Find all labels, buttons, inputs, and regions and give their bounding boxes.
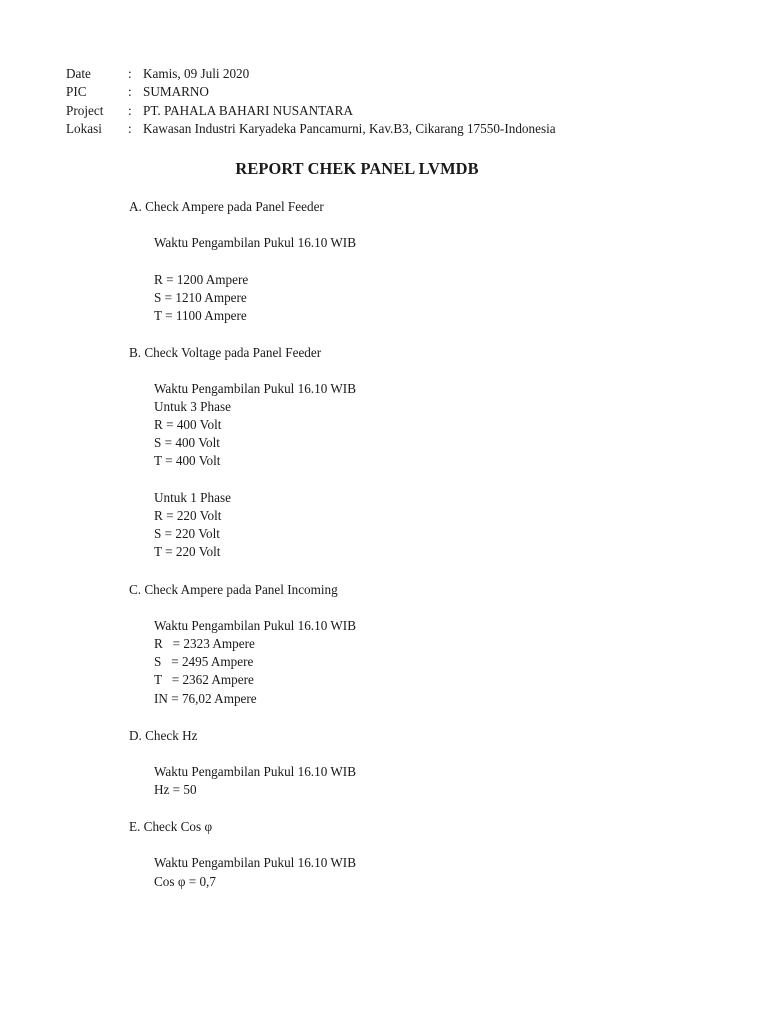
section-d-hz: Hz = 50: [154, 782, 197, 797]
section-a-s: S = 1210 Ampere: [154, 290, 247, 305]
lokasi-separator: :: [128, 121, 132, 136]
section-c-in: IN = 76,02 Ampere: [154, 691, 257, 706]
project-separator: :: [128, 103, 132, 118]
project-value: PT. PAHALA BAHARI NUSANTARA: [143, 103, 353, 118]
pic-value: SUMARNO: [143, 84, 209, 99]
date-label: Date: [66, 66, 91, 81]
section-b-time: Waktu Pengambilan Pukul 16.10 WIB: [154, 381, 356, 396]
section-d-heading: D. Check Hz: [129, 728, 198, 743]
section-b-heading: B. Check Voltage pada Panel Feeder: [129, 345, 322, 360]
section-e-cos: Cos φ = 0,7: [154, 874, 216, 889]
section-d-time: Waktu Pengambilan Pukul 16.10 WIB: [154, 764, 356, 779]
pic-label: PIC: [66, 84, 87, 99]
lokasi-label: Lokasi: [66, 121, 102, 136]
section-c-r: R = 2323 Ampere: [154, 636, 255, 651]
section-b-r3: R = 400 Volt: [154, 417, 222, 432]
section-b-one-phase: Untuk 1 Phase: [154, 490, 231, 505]
section-c-t: T = 2362 Ampere: [154, 672, 254, 687]
section-e-heading: E. Check Cos φ: [129, 819, 213, 834]
section-a-t: T = 1100 Ampere: [154, 308, 247, 323]
pic-separator: :: [128, 84, 132, 99]
section-c-time: Waktu Pengambilan Pukul 16.10 WIB: [154, 618, 356, 633]
section-a-r: R = 1200 Ampere: [154, 272, 249, 287]
project-label: Project: [66, 103, 104, 118]
date-value: Kamis, 09 Juli 2020: [143, 66, 250, 81]
section-b-r1: R = 220 Volt: [154, 508, 222, 523]
section-e-time: Waktu Pengambilan Pukul 16.10 WIB: [154, 855, 356, 870]
section-a-heading: A. Check Ampere pada Panel Feeder: [129, 199, 324, 214]
report-title: REPORT CHEK PANEL LVMDB: [235, 159, 479, 178]
section-b-s3: S = 400 Volt: [154, 435, 220, 450]
date-separator: :: [128, 66, 132, 81]
lokasi-value: Kawasan Industri Karyadeka Pancamurni, Kav.B3, Cikarang 17550-Indonesia: [143, 121, 556, 136]
section-b-s1: S = 220 Volt: [154, 526, 220, 541]
section-c-s: S = 2495 Ampere: [154, 654, 254, 669]
section-c-heading: C. Check Ampere pada Panel Incoming: [129, 582, 338, 597]
section-a-time: Waktu Pengambilan Pukul 16.10 WIB: [154, 235, 356, 250]
section-b-three-phase: Untuk 3 Phase: [154, 399, 231, 414]
section-b-t1: T = 220 Volt: [154, 544, 221, 559]
section-b-t3: T = 400 Volt: [154, 453, 221, 468]
